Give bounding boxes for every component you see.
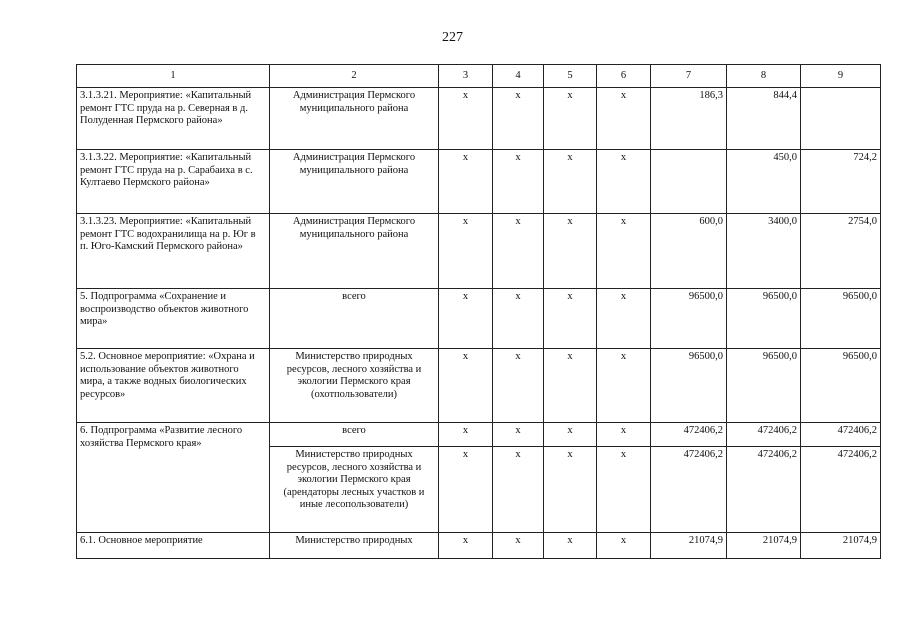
header-row [77, 65, 881, 88]
column-header: 8 [727, 65, 801, 88]
value-cell: х [493, 423, 544, 447]
table-row [77, 289, 881, 349]
value-cell: х [439, 214, 493, 289]
value-cell: х [597, 88, 651, 150]
column-header: 7 [651, 65, 727, 88]
column-header: 3 [439, 65, 493, 88]
column-header: 9 [801, 65, 881, 88]
table-row [77, 423, 881, 447]
amount-cell: 96500,0 [727, 289, 801, 349]
table-row [77, 349, 881, 423]
amount-cell: 2754,0 [801, 214, 881, 289]
value-cell: х [544, 423, 597, 447]
activity-name: 6.1. Основное мероприятие [77, 533, 270, 559]
table-row [77, 533, 881, 559]
column-header: 2 [270, 65, 439, 88]
value-cell: х [544, 88, 597, 150]
value-cell: х [493, 289, 544, 349]
value-cell: х [439, 349, 493, 423]
amount-cell: 844,4 [727, 88, 801, 150]
value-cell: х [493, 447, 544, 533]
amount-cell: 472406,2 [801, 447, 881, 533]
value-cell: х [439, 447, 493, 533]
amount-cell [801, 88, 881, 150]
amount-cell: 472406,2 [651, 447, 727, 533]
program-table [76, 64, 881, 559]
column-header: 6 [597, 65, 651, 88]
amount-cell: 186,3 [651, 88, 727, 150]
amount-cell: 96500,0 [727, 349, 801, 423]
table-row [77, 214, 881, 289]
column-header: 4 [493, 65, 544, 88]
activity-name: 5.2. Основное мероприятие: «Охрана и использование объектов животного мира, а также водных биологических ресурсов» [77, 349, 270, 423]
page-number: 227 [442, 30, 463, 45]
executor-cell: Министерство природных ресурсов, лесного хозяйства и экологии Пермского края (арендаторы лесных участков и иные лесопользователи) [270, 447, 439, 533]
amount-cell: 472406,2 [801, 423, 881, 447]
value-cell: х [493, 533, 544, 559]
activity-name: 3.1.3.22. Мероприятие: «Капитальный ремонт ГТС пруда на р. Сарабаиха в с. Култаево Пермского района» [77, 150, 270, 214]
activity-name: 3.1.3.23. Мероприятие: «Капитальный ремонт ГТС водохранилища на р. Юг в п. Юго-Камский Пермского района» [77, 214, 270, 289]
activity-name: 3.1.3.21. Мероприятие: «Капитальный ремонт ГТС пруда на р. Северная в д. Полуденная Пермского района» [77, 88, 270, 150]
amount-cell: 3400,0 [727, 214, 801, 289]
column-header: 1 [77, 65, 270, 88]
value-cell: х [439, 533, 493, 559]
value-cell: х [597, 423, 651, 447]
executor-cell: всего [270, 289, 439, 349]
value-cell: х [544, 349, 597, 423]
value-cell: х [439, 423, 493, 447]
value-cell: х [597, 289, 651, 349]
value-cell: х [597, 150, 651, 214]
amount-cell: 472406,2 [651, 423, 727, 447]
table-row [77, 150, 881, 214]
amount-cell [651, 150, 727, 214]
amount-cell: 724,2 [801, 150, 881, 214]
subprogram-name: 6. Подпрограмма «Развитие лесного хозяйства Пермского края» [77, 423, 270, 533]
value-cell: х [439, 289, 493, 349]
table-row [77, 88, 881, 150]
executor-cell: Министерство природных ресурсов, лесного хозяйства и экологии Пермского края (охотпользователи) [270, 349, 439, 423]
executor-cell: Администрация Пермского муниципального района [270, 88, 439, 150]
value-cell: х [597, 214, 651, 289]
value-cell: х [544, 214, 597, 289]
value-cell: х [493, 349, 544, 423]
value-cell: х [439, 150, 493, 214]
value-cell: х [544, 150, 597, 214]
value-cell: х [597, 349, 651, 423]
amount-cell: 96500,0 [651, 289, 727, 349]
value-cell: х [493, 214, 544, 289]
amount-cell: 472406,2 [727, 423, 801, 447]
executor-cell: всего [270, 423, 439, 447]
value-cell: х [493, 150, 544, 214]
value-cell: х [544, 289, 597, 349]
amount-cell: 450,0 [727, 150, 801, 214]
amount-cell: 600,0 [651, 214, 727, 289]
amount-cell: 21074,9 [727, 533, 801, 559]
value-cell: х [597, 447, 651, 533]
amount-cell: 472406,2 [727, 447, 801, 533]
amount-cell: 21074,9 [651, 533, 727, 559]
value-cell: х [544, 533, 597, 559]
value-cell: х [493, 88, 544, 150]
amount-cell: 96500,0 [801, 349, 881, 423]
executor-cell: Министерство природных [270, 533, 439, 559]
value-cell: х [544, 447, 597, 533]
amount-cell: 96500,0 [801, 289, 881, 349]
amount-cell: 96500,0 [651, 349, 727, 423]
column-header: 5 [544, 65, 597, 88]
executor-cell: Администрация Пермского муниципального района [270, 150, 439, 214]
value-cell: х [439, 88, 493, 150]
executor-cell: Администрация Пермского муниципального района [270, 214, 439, 289]
amount-cell: 21074,9 [801, 533, 881, 559]
subprogram-name: 5. Подпрограмма «Сохранение и воспроизводство объектов животного мира» [77, 289, 270, 349]
value-cell: х [597, 533, 651, 559]
